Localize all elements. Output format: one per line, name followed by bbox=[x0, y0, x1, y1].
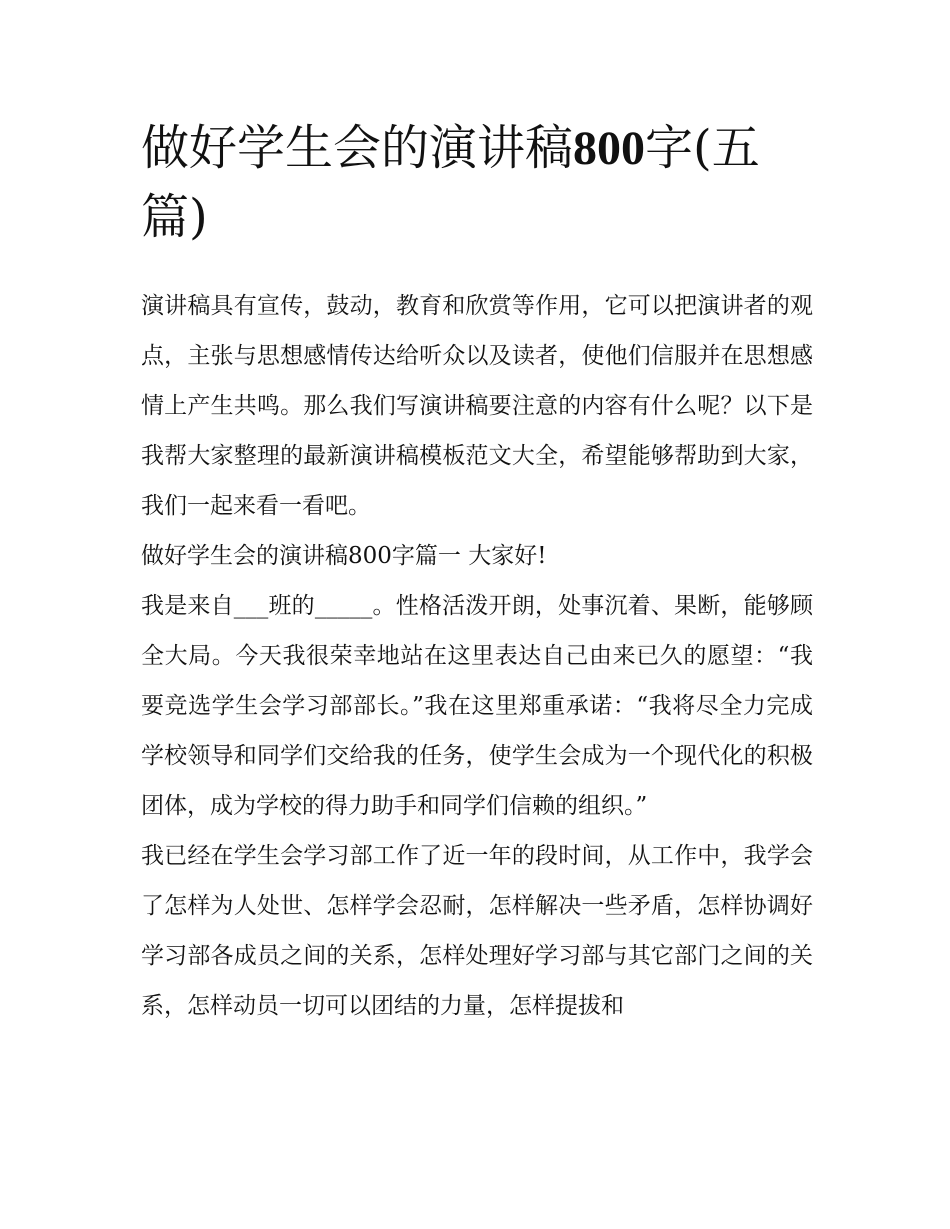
title-text-part1: 做好学生会的演讲稿 bbox=[141, 120, 574, 176]
title-number: 800 bbox=[573, 122, 646, 175]
paragraph-experience: 我已经在学生会学习部工作了近一年的段时间，从工作中，我学会了怎样为人处世、怎样学会忍耐，怎样解决一些矛盾，怎样协调好学习部各成员之间的关系，怎样处理好学习部与其它部门之间的关系，怎样动员一切可以团结的力量，怎样提拔和 bbox=[141, 843, 813, 1019]
document-body bbox=[141, 281, 813, 1031]
document-content bbox=[141, 114, 813, 1031]
title-text-part2: 字(五篇) bbox=[141, 120, 760, 245]
paragraph-intro: 演讲稿具有宣传，鼓动，教育和欣赏等作用，它可以把演讲者的观点，主张与思想感情传达给听众以及读者，使他们信服并在思想感情上产生共鸣。那么我们写演讲稿要注意的内容有什么呢？以下是我帮大家整理的最新演讲稿模板范文大全，希望能够帮助到大家，我们一起来看一看吧。 bbox=[141, 293, 813, 519]
paragraph-section-heading: 做好学生会的演讲稿800字篇一 大家好! bbox=[141, 543, 547, 569]
paragraph-self-introduction: 我是来自___班的_____。性格活泼开朗，处事沉着、果断，能够顾全大局。今天我很荣幸地站在这里表达自己由来已久的愿望：“我要竞选学生会学习部部长。”我在这里郑重承诺：“我将尽全力完成学校领导和同学们交给我的任务，使学生会成为一个现代化的积极团体，成为学校的得力助手和同学们信赖的组织。” bbox=[141, 593, 813, 819]
document-title bbox=[141, 114, 813, 251]
